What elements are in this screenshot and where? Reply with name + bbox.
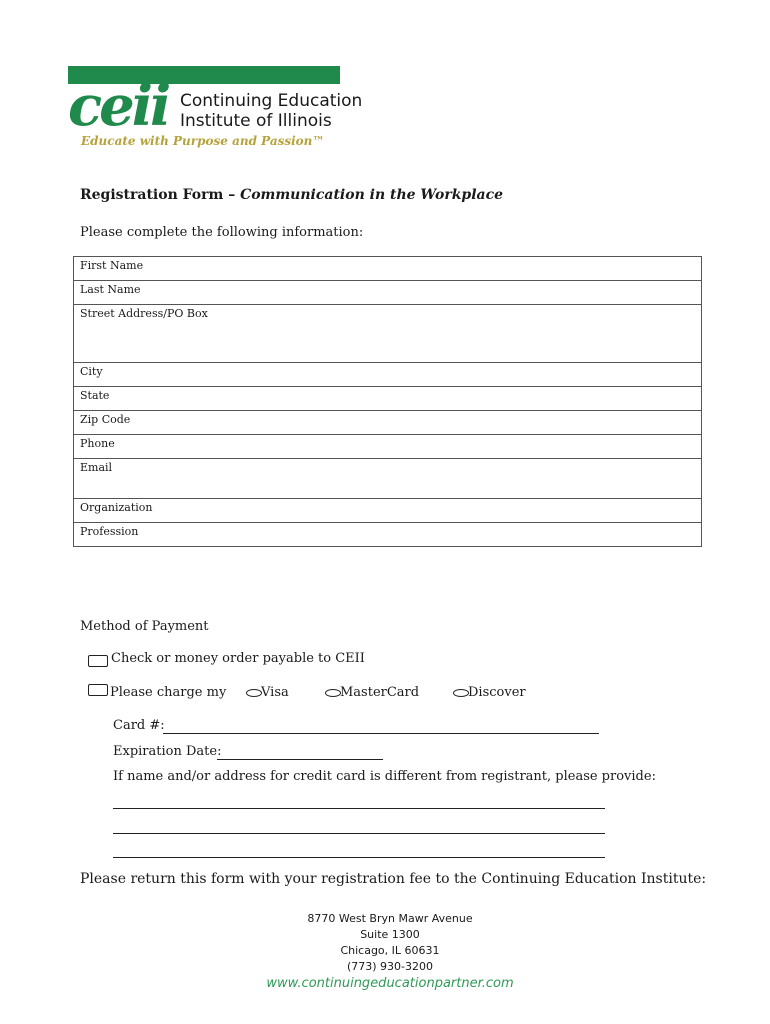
field-row-organization[interactable] — [74, 499, 702, 523]
field-label: Last Name — [74, 281, 702, 305]
field-row-phone[interactable] — [74, 435, 702, 459]
charge-card-label: Please charge my — [110, 685, 227, 700]
return-instructions: Please return this form with your registration fee to the Continuing Education Institute: — [80, 871, 707, 887]
address-city: Chicago, IL 60631 — [340, 944, 440, 957]
address-suite: Suite 1300 — [360, 928, 420, 941]
field-row-street-address[interactable] — [74, 305, 702, 363]
course-name: Communication in the Workplace — [240, 187, 504, 203]
form-intro: Please complete the following information: — [80, 225, 364, 240]
field-label: Phone — [74, 435, 702, 459]
field-row-state[interactable] — [74, 387, 702, 411]
field-label: Profession — [74, 523, 702, 547]
field-row-city[interactable] — [74, 363, 702, 387]
mastercard-label: MasterCard — [340, 685, 420, 700]
contact-phone: (773) 930-3200 — [346, 960, 434, 973]
ceii-logo: ceii — [68, 73, 169, 139]
field-label: Street Address/PO Box — [74, 305, 702, 363]
registrant-info-table — [73, 256, 702, 547]
field-row-last-name[interactable] — [74, 281, 702, 305]
payment-heading: Method of Payment — [80, 619, 209, 634]
logo-name-line2: Institute of Illinois — [180, 111, 332, 131]
field-label: Email — [74, 459, 702, 499]
field-label: Zip Code — [74, 411, 702, 435]
check-payment-checkbox[interactable] — [88, 655, 108, 667]
field-label: State — [74, 387, 702, 411]
discover-label: Discover — [468, 685, 526, 700]
check-payment-label: Check or money order payable to CEII — [111, 651, 365, 666]
logo-name-line1: Continuing Education — [180, 91, 363, 111]
mastercard-radio[interactable] — [325, 689, 341, 697]
card-number-input-line[interactable] — [163, 733, 599, 734]
field-row-email[interactable] — [74, 459, 702, 499]
expiration-date-input-line[interactable] — [217, 759, 383, 760]
field-label: Organization — [74, 499, 702, 523]
field-label: First Name — [74, 257, 702, 281]
field-row-first-name[interactable] — [74, 257, 702, 281]
field-row-profession[interactable] — [74, 523, 702, 547]
billing-info-line[interactable] — [113, 808, 605, 809]
card-number-label: Card #: — [113, 718, 165, 733]
different-address-note: If name and/or address for credit card is different from registrant, please provide: — [113, 769, 656, 784]
visa-radio[interactable] — [246, 689, 262, 697]
billing-info-line[interactable] — [113, 857, 605, 858]
charge-card-checkbox[interactable] — [88, 684, 108, 696]
field-label: City — [74, 363, 702, 387]
expiration-date-label: Expiration Date: — [113, 744, 222, 759]
field-row-zip-code[interactable] — [74, 411, 702, 435]
form-title-prefix: Registration Form – — [80, 187, 241, 203]
logo-tagline: Educate with Purpose and Passion™ — [81, 134, 325, 148]
form-title — [80, 187, 503, 203]
discover-radio[interactable] — [453, 689, 469, 697]
visa-label: Visa — [261, 685, 289, 700]
billing-info-line[interactable] — [113, 833, 605, 834]
website-link[interactable]: www.continuingeducationpartner.com — [266, 976, 514, 991]
address-street: 8770 West Bryn Mawr Avenue — [307, 912, 473, 925]
